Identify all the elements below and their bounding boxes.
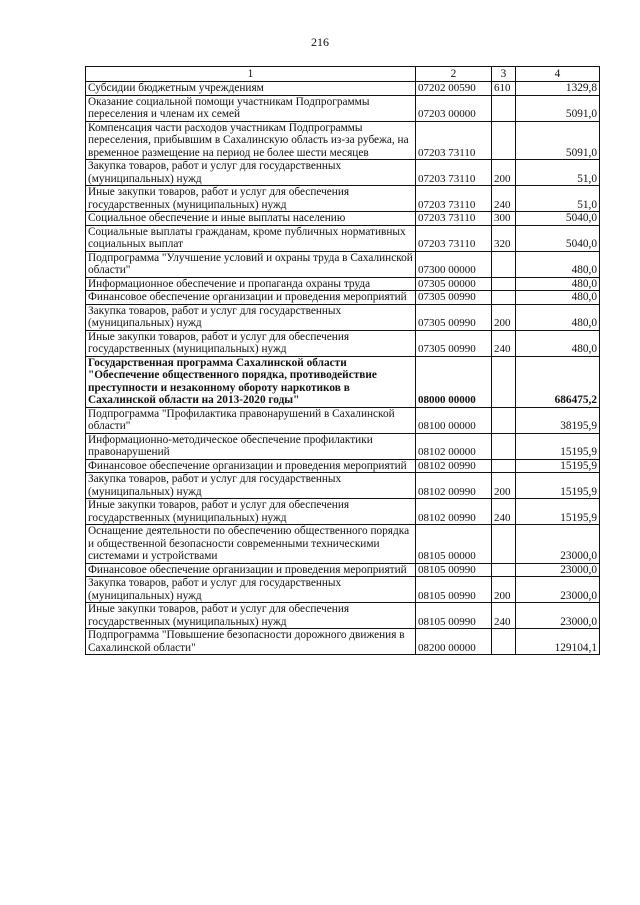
page-number: 216 [311,35,329,49]
table-row [86,251,600,277]
row-expense-type-cell: 200 [492,473,516,499]
row-name-cell: Закупка товаров, работ и услуг для государственных (муниципальных) нужд [86,160,416,186]
row-amount-cell: 23000,0 [516,563,600,577]
row-expense-type-cell: 300 [492,212,516,226]
row-name-cell: Компенсация части расходов участникам Подпрограммы переселения, прибывшим в Сахалинскую область из-за рубежа, на временное размещение на период не более шести месяцев [86,121,416,160]
row-expense-type-cell [492,459,516,473]
row-amount-cell: 23000,0 [516,577,600,603]
row-amount-cell: 480,0 [516,291,600,305]
row-code-cell: 07203 00000 [416,95,492,121]
row-code-cell: 08105 00990 [416,603,492,629]
row-code-cell: 07305 00000 [416,277,492,291]
row-expense-type-cell: 610 [492,82,516,96]
column-header-code: 2 [416,67,492,82]
row-code-cell: 08200 00000 [416,629,492,655]
table-row [86,356,600,407]
row-expense-type-cell: 320 [492,225,516,251]
row-expense-type-cell: 240 [492,499,516,525]
row-code-cell: 07305 00990 [416,304,492,330]
header-row [86,67,600,82]
table-row [86,563,600,577]
budget-table [85,66,600,655]
row-name-cell: Подпрограмма "Профилактика правонарушений в Сахалинской области" [86,407,416,433]
row-name-cell: Иные закупки товаров, работ и услуг для обеспечения государственных (муниципальных) нужд [86,499,416,525]
row-name-cell: Иные закупки товаров, работ и услуг для обеспечения государственных (муниципальных) нужд [86,186,416,212]
row-expense-type-cell [492,277,516,291]
row-expense-type-cell [492,291,516,305]
row-name-cell: Информационно-методическое обеспечение профилактики правонарушений [86,433,416,459]
row-amount-cell: 38195,9 [516,407,600,433]
row-code-cell: 07203 73110 [416,160,492,186]
table-row [86,212,600,226]
row-expense-type-cell [492,251,516,277]
row-code-cell: 07203 73110 [416,212,492,226]
row-amount-cell: 51,0 [516,160,600,186]
table-row [86,225,600,251]
row-amount-cell: 23000,0 [516,525,600,564]
table-row [86,525,600,564]
row-code-cell: 08100 00000 [416,407,492,433]
row-code-cell: 07202 00590 [416,82,492,96]
row-amount-cell: 480,0 [516,330,600,356]
row-name-cell: Социальное обеспечение и иные выплаты населению [86,212,416,226]
row-expense-type-cell: 240 [492,186,516,212]
row-amount-cell: 686475,2 [516,356,600,407]
row-expense-type-cell: 200 [492,304,516,330]
row-expense-type-cell: 240 [492,330,516,356]
row-code-cell: 07203 73110 [416,121,492,160]
row-amount-cell: 15195,9 [516,499,600,525]
table-row [86,160,600,186]
row-expense-type-cell [492,433,516,459]
table-row [86,629,600,655]
row-code-cell: 08105 00000 [416,525,492,564]
row-code-cell: 08102 00990 [416,459,492,473]
row-expense-type-cell [492,629,516,655]
row-code-cell: 08102 00990 [416,473,492,499]
table-row [86,330,600,356]
row-name-cell: Оказание социальной помощи участникам Подпрограммы переселения и членам их семей [86,95,416,121]
row-name-cell: Оснащение деятельности по обеспечению общественного порядка и общественной безопасности современными техническими системами и устройствами [86,525,416,564]
column-header-amount: 4 [516,67,600,82]
table-row [86,291,600,305]
table-row [86,433,600,459]
row-amount-cell: 51,0 [516,186,600,212]
row-amount-cell: 129104,1 [516,629,600,655]
table-row [86,95,600,121]
row-name-cell: Иные закупки товаров, работ и услуг для обеспечения государственных (муниципальных) нужд [86,330,416,356]
row-amount-cell: 480,0 [516,251,600,277]
row-amount-cell: 15195,9 [516,473,600,499]
row-expense-type-cell [492,95,516,121]
column-header-type: 3 [492,67,516,82]
column-header-name: 1 [86,67,416,82]
row-name-cell: Субсидии бюджетным учреждениям [86,82,416,96]
row-name-cell: Государственная программа Сахалинской области "Обеспечение общественного порядка, противодействие преступности и незаконному обороту наркотиков в Сахалинской области на 2013-2020 годы" [86,356,416,407]
table-row [86,603,600,629]
table-row [86,499,600,525]
row-code-cell: 08105 00990 [416,563,492,577]
row-amount-cell: 480,0 [516,304,600,330]
table-header [86,67,600,82]
row-expense-type-cell: 240 [492,603,516,629]
row-code-cell: 07203 73110 [416,186,492,212]
row-code-cell: 08105 00990 [416,577,492,603]
row-expense-type-cell [492,525,516,564]
table-row [86,473,600,499]
row-amount-cell: 15195,9 [516,433,600,459]
row-amount-cell: 5091,0 [516,121,600,160]
row-amount-cell: 480,0 [516,277,600,291]
row-name-cell: Иные закупки товаров, работ и услуг для обеспечения государственных (муниципальных) нужд [86,603,416,629]
table-row [86,121,600,160]
table-row [86,277,600,291]
row-expense-type-cell [492,356,516,407]
row-name-cell: Финансовое обеспечение организации и проведения мероприятий [86,563,416,577]
row-code-cell: 07305 00990 [416,330,492,356]
row-amount-cell: 5040,0 [516,225,600,251]
table-row [86,304,600,330]
table-row [86,577,600,603]
row-amount-cell: 5040,0 [516,212,600,226]
row-name-cell: Закупка товаров, работ и услуг для государственных (муниципальных) нужд [86,577,416,603]
row-code-cell: 07305 00990 [416,291,492,305]
row-name-cell: Социальные выплаты гражданам, кроме публичных нормативных социальных выплат [86,225,416,251]
row-expense-type-cell [492,407,516,433]
table-row [86,407,600,433]
row-expense-type-cell: 200 [492,577,516,603]
row-code-cell: 07203 73110 [416,225,492,251]
row-code-cell: 08102 00000 [416,433,492,459]
row-name-cell: Подпрограмма "Повышение безопасности дорожного движения в Сахалинской области" [86,629,416,655]
row-name-cell: Подпрограмма "Улучшение условий и охраны труда в Сахалинской области" [86,251,416,277]
row-amount-cell: 23000,0 [516,603,600,629]
row-expense-type-cell [492,563,516,577]
row-amount-cell: 1329,8 [516,82,600,96]
table-row [86,186,600,212]
table-body [86,82,600,655]
row-expense-type-cell [492,121,516,160]
table-row [86,82,600,96]
row-code-cell: 08102 00990 [416,499,492,525]
row-name-cell: Финансовое обеспечение организации и проведения мероприятий [86,291,416,305]
table-row [86,459,600,473]
row-name-cell: Информационное обеспечение и пропаганда охраны труда [86,277,416,291]
row-name-cell: Закупка товаров, работ и услуг для государственных (муниципальных) нужд [86,304,416,330]
row-name-cell: Закупка товаров, работ и услуг для государственных (муниципальных) нужд [86,473,416,499]
row-amount-cell: 15195,9 [516,459,600,473]
row-name-cell: Финансовое обеспечение организации и проведения мероприятий [86,459,416,473]
row-code-cell: 08000 00000 [416,356,492,407]
row-expense-type-cell: 200 [492,160,516,186]
row-code-cell: 07300 00000 [416,251,492,277]
row-amount-cell: 5091,0 [516,95,600,121]
